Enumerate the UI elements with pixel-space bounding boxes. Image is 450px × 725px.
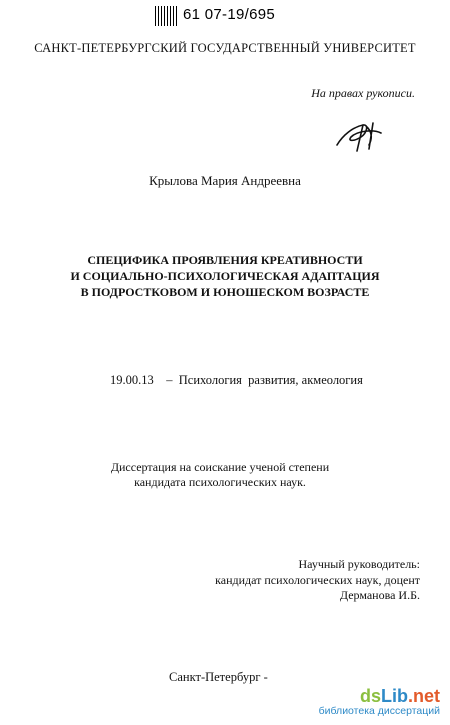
signature-icon <box>333 115 388 155</box>
barcode-mark <box>155 6 177 26</box>
title-line-3: В ПОДРОСТКОВОМ И ЮНОШЕСКОМ ВОЗРАСТЕ <box>80 285 370 299</box>
author-name: Крылова Мария Андреевна <box>149 173 301 188</box>
title-line-1: СПЕЦИФИКА ПРОЯВЛЕНИЯ КРЕАТИВНОСТИ <box>87 253 363 267</box>
dslib-watermark <box>319 687 440 717</box>
degree-line-2: кандидата психологических наук. <box>134 475 306 489</box>
degree-statement <box>0 460 440 490</box>
advisor-name: Дерманова И.Б. <box>339 588 420 602</box>
catalog-number: 61 07-19/695 <box>183 6 276 23</box>
scientific-advisor <box>215 557 420 604</box>
advisor-label: Научный руководитель: <box>298 557 420 571</box>
university-name: САНКТ-ПЕТЕРБУРГСКИЙ ГОСУДАРСТВЕННЫЙ УНИВЕРСИТЕТ <box>34 41 416 55</box>
manuscript-note: На правах рукописи. <box>311 86 415 100</box>
watermark-subtitle: библиотека диссертаций <box>318 705 440 717</box>
specialty-code: 19.00.13 – Психология развития, акмеология <box>110 373 363 387</box>
logo-part-net: .net <box>407 686 440 706</box>
dissertation-title <box>0 252 450 300</box>
city-footer: Санкт-Петербург - <box>169 670 268 684</box>
title-line-2: И СОЦИАЛЬНО-ПСИХОЛОГИЧЕСКАЯ АДАПТАЦИЯ <box>70 269 380 283</box>
advisor-title: кандидат психологических наук, доцент <box>215 572 420 587</box>
degree-line-1: Диссертация на соискание ученой степени <box>110 460 330 474</box>
watermark-logo <box>319 687 440 705</box>
logo-part-ds: ds <box>359 686 381 706</box>
logo-part-lib: Lib <box>380 686 408 706</box>
